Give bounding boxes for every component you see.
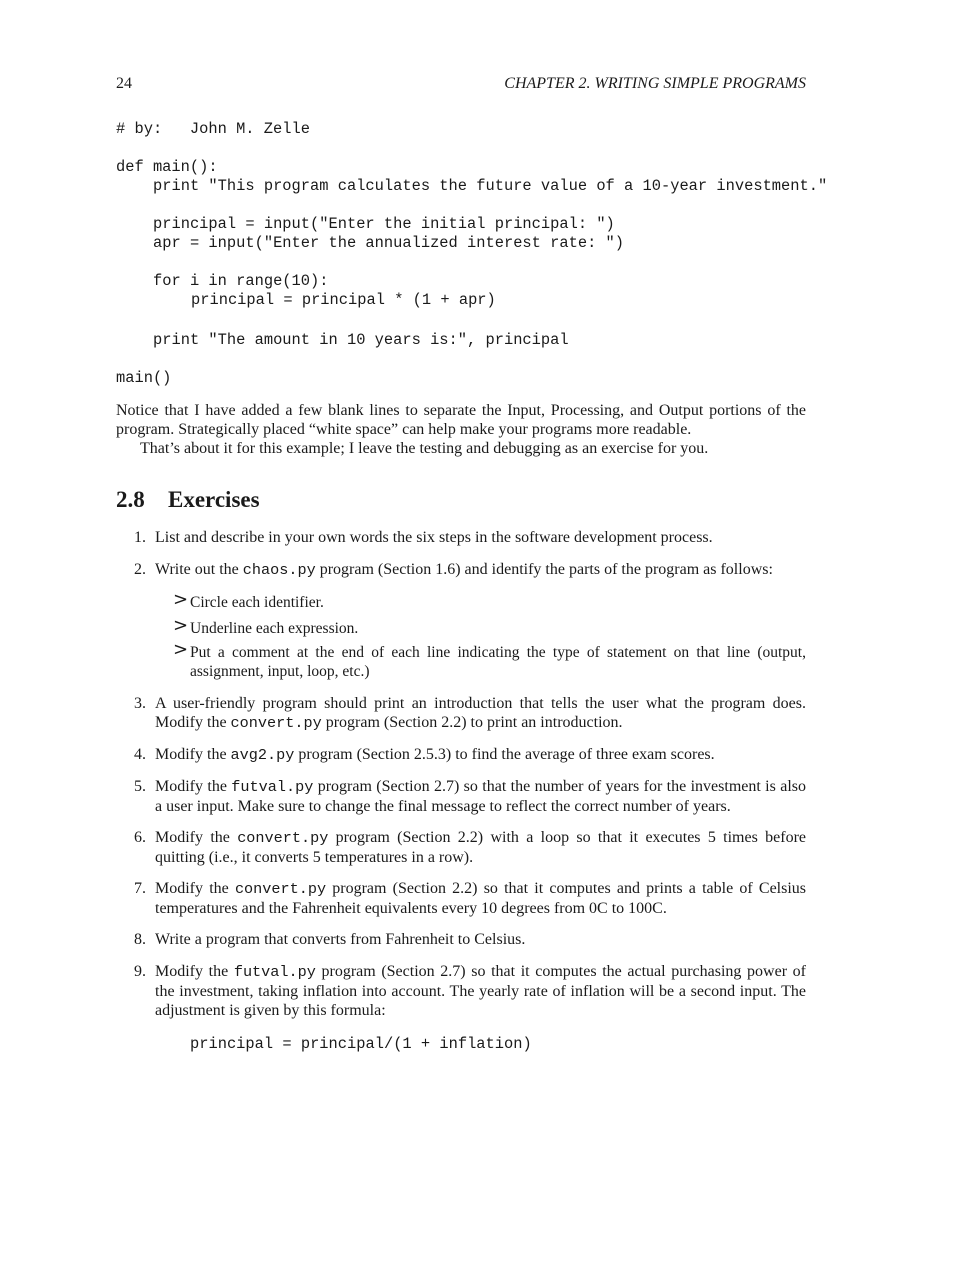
code-main-call: main() [116,369,172,387]
exercise-text: Write a program that converts from Fahrenheit to Celsius. [155,931,526,948]
exercise-text: List and describe in your own words the six steps in the software development process. [155,529,713,546]
code-principal-input: principal = input("Enter the initial principal: ") [153,215,615,233]
exercise-text: Modify the [155,963,234,980]
exercise-code-ref: chaos.py [242,561,316,579]
exercise-text: Modify the [155,880,235,897]
exercise-text: Write out the [155,561,243,578]
exercise-item [134,745,806,765]
exercise-item [134,694,806,733]
exercise-text: program (Section 2.7) so that the number of years for the investment is also a user input. Make sure to change the final message to reflect the correct number of years. [155,778,807,815]
code-block-loop [116,272,496,310]
section-heading [116,485,260,515]
exercise-number: 7. [134,880,146,897]
page-number: 24 [116,75,132,92]
subitem-text: Circle each identifier. [190,594,324,611]
code-block-output [116,331,569,350]
inflation-formula: principal = principal/(1 + inflation) [190,1035,532,1053]
exercise-text: program (Section 1.6) and identify the parts of the program as follows: [315,561,773,578]
exercise-number: 1. [134,529,146,546]
code-block-inputs [116,215,624,253]
code-print-intro: print "This program calculates the future value of a 10-year investment." [153,177,828,195]
exercise-number: 8. [134,931,146,948]
exercise-item [134,777,807,816]
section-number: 2.8 [116,487,145,512]
exercise-number: 5. [134,778,146,795]
paragraph-whitespace-note: Notice that I have added a few blank lines to separate the Input, Processing, and Output portions of the program. Strategically placed “white space” can help make your programs more readable. [116,402,806,438]
code-def-line: def main(): [116,158,218,176]
exercise-number: 9. [134,963,146,980]
exercise-text: A user-friendly program should print an introduction that tells the user what the program does. Modify the [155,695,806,731]
exercise-item [134,879,807,918]
paragraph-testing-note: That’s about it for this example; I leave the testing and debugging as an exercise for you. [140,440,709,457]
code-print-result: print "The amount in 10 years is:", principal [153,331,569,349]
running-head: CHAPTER 2. WRITING SIMPLE PROGRAMS [504,75,806,92]
code-by-line: # by: John M. Zelle [116,120,310,138]
code-loop-body: principal = principal * (1 + apr) [191,291,496,309]
exercise-text: program (Section 2.2) so that it computes and prints a table of Celsius temperatures and the Fahrenheit equivalents every 10 degrees from 0C to 100C. [155,880,807,917]
subitem [173,639,806,681]
exercise-number: 3. [134,695,146,712]
exercise-text: program (Section 2.7) so that it computes the actual purchasing power of the investment, taking inflation into account. The yearly rate of inflation will be a second input. The adjustment is given by this formula: [155,963,807,1019]
exercise-item [134,828,806,867]
exercise-text: program (Section 2.2) with a loop so that it executes 5 times before quitting (i.e., it converts 5 temperatures in a row). [155,829,806,866]
exercise-code-ref: convert.py [230,714,322,732]
exercise-code-ref: futval.py [231,778,314,796]
subitem-text: Underline each expression. [190,620,359,637]
exercise-code-ref: avg2.py [230,746,295,764]
bullet-marker: > [173,615,189,636]
exercise-text: Modify the [155,746,231,763]
code-for-line: for i in range(10): [153,272,329,290]
exercise-text: Modify the [155,829,238,846]
exercise-item [134,930,806,949]
exercise-text: Modify the [155,778,232,795]
code-block-def [116,158,827,196]
subitem [173,615,806,638]
exercise-number: 4. [134,746,146,763]
exercise-number: 2. [134,561,146,578]
exercise-code-ref: futval.py [233,963,316,981]
exercise-text: program (Section 2.2) to print an introduction. [321,714,623,731]
exercise-text: program (Section 2.5.3) to find the average of three exam scores. [294,746,715,763]
exercise-code-ref: convert.py [234,880,327,898]
exercise-item [134,528,806,547]
section-title: Exercises [168,487,260,512]
subitem-text: Put a comment at the end of each line indicating the type of statement on that line (output, assignment, input, loop, etc.) [190,644,806,680]
exercise-item [134,560,806,580]
code-apr-input: apr = input("Enter the annualized interest rate: ") [153,234,625,252]
subitem [173,589,806,612]
exercise-number: 6. [134,829,146,846]
exercise-item [134,962,807,1020]
exercise-code-ref: convert.py [237,829,329,847]
bullet-marker: > [173,589,189,610]
bullet-marker: > [173,639,189,660]
